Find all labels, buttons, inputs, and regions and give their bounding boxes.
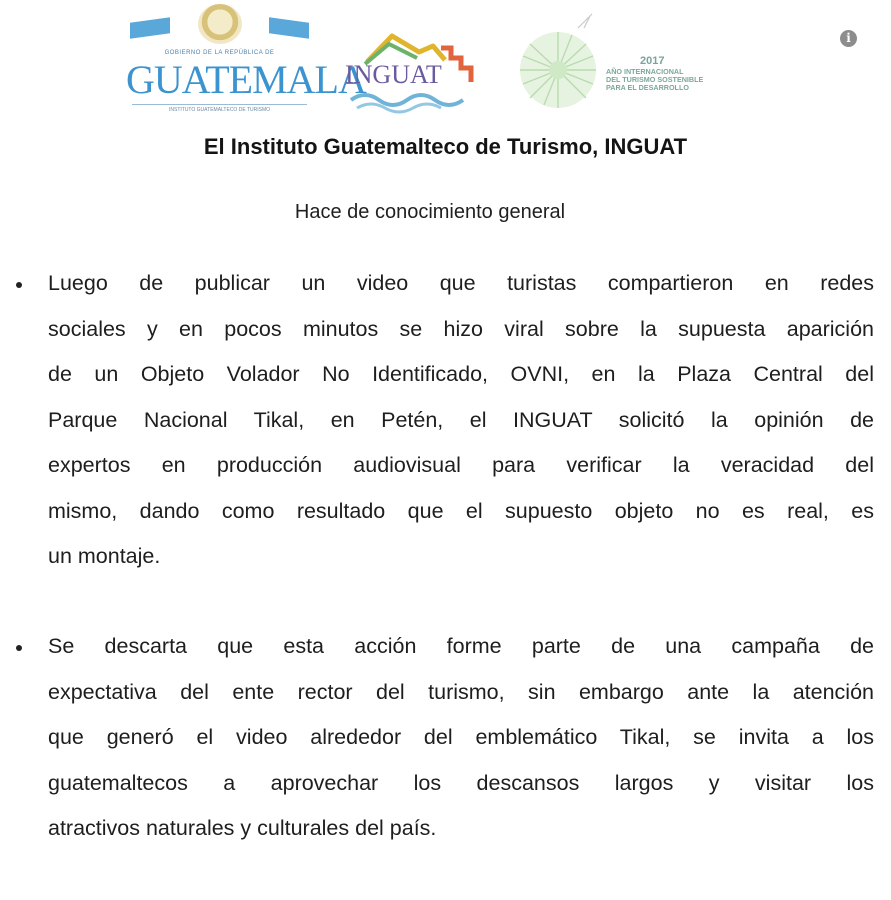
guatemala-government-logo bbox=[122, 4, 366, 120]
guatemala-logo-bottom-line: INSTITUTO GUATEMALTECO DE TURISMO bbox=[132, 104, 307, 113]
paragraph-line: atractivos naturales y culturales del país. bbox=[48, 816, 437, 840]
sustainable-tourism-2017-logo bbox=[508, 8, 723, 118]
logo-caption-line: AÑO INTERNACIONAL bbox=[606, 67, 684, 76]
flag-stripe-right bbox=[269, 17, 309, 39]
logo-header bbox=[0, 0, 891, 125]
paragraph-line: de un Objeto Volador No Identificado, OVNI, en la Plaza Central del bbox=[48, 362, 874, 386]
bullet-paragraph bbox=[48, 624, 874, 852]
logo-caption-line: DEL TURISMO SOSTENIBLE bbox=[606, 75, 704, 84]
bullet-dot-icon bbox=[16, 282, 22, 288]
paragraph-line: un montaje. bbox=[48, 544, 161, 568]
inguat-logo bbox=[337, 22, 497, 114]
logo-year: 2017 bbox=[640, 55, 665, 67]
guatemala-logo-word: GUATEMALA bbox=[126, 57, 366, 102]
paragraph-line: guatemaltecos a aprovechar los descansos largos y visitar los bbox=[48, 770, 874, 795]
paragraph-line: sociales y en pocos minutos se hizo viral sobre la supuesta aparición bbox=[48, 316, 874, 341]
paragraph-line: Luego de publicar un video que turistas compartieron en redes bbox=[48, 271, 874, 295]
paragraph-line: que generó el video alrededor del emblemático Tikal, se invita a los bbox=[48, 725, 874, 749]
bullet-dot-icon bbox=[16, 645, 22, 651]
paragraph-line: Se descarta que esta acción forme parte de una campaña de bbox=[48, 634, 874, 658]
dandelion-icon bbox=[508, 8, 608, 118]
inguat-logo-word: INGUAT bbox=[345, 60, 442, 89]
paragraph-line: expertos en producción audiovisual para verificar la veracidad del bbox=[48, 453, 874, 477]
flag-stripe-left bbox=[130, 17, 170, 39]
logo-caption bbox=[606, 68, 721, 92]
info-icon[interactable]: i bbox=[840, 30, 857, 47]
bullet-paragraph bbox=[48, 261, 874, 580]
document-subtitle: Hace de conocimiento general bbox=[294, 201, 566, 223]
paragraph-line: mismo, dando como resultado que el supuesto objeto no es real, es bbox=[48, 498, 874, 523]
paragraph-line: expectativa del ente rector del turismo, sin embargo ante la atención bbox=[48, 679, 874, 704]
paragraph-line: Parque Nacional Tikal, en Petén, el INGUAT solicitó la opinión de bbox=[48, 407, 874, 432]
logo-caption-line: PARA EL DESARROLLO bbox=[606, 83, 689, 92]
guatemala-logo-top-line: GOBIERNO DE LA REPÚBLICA DE bbox=[164, 50, 275, 56]
coat-of-arms-icon bbox=[198, 4, 242, 44]
document-title: El Instituto Guatemalteco de Turismo, INGUAT bbox=[203, 134, 688, 159]
